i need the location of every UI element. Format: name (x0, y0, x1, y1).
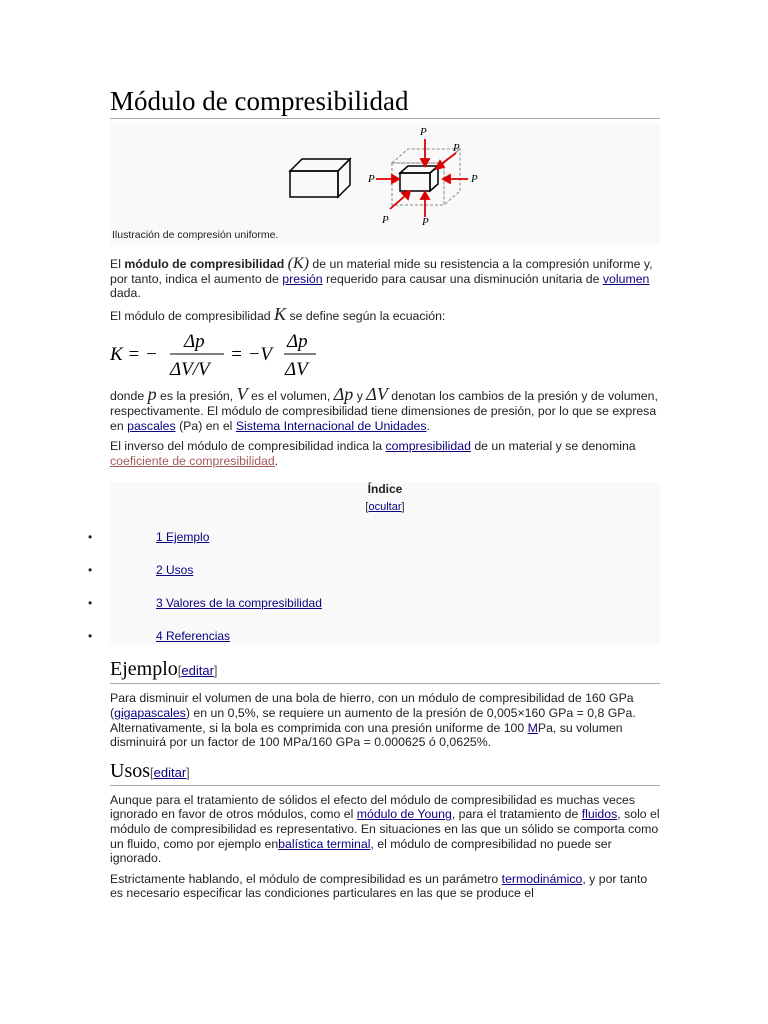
compression-illustration (288, 125, 480, 225)
intro-paragraph-1: El módulo de compresibilidad (K) de un material mide su resistencia a la compresión uniforme y, por tanto, indica el aumento de presión requerido para causar una disminución unitaria de volumen dada. (110, 255, 653, 301)
ejemplo-paragraph: Para disminuir el volumen de una bola de hierro, con un módulo de compresibilidad de 160 GPa (gigapascales) en un 0,5%, se requiere un aumento de la presión de 0,005×160 GPa = 0,8 GPa. Alternativamente, si la bola es comprimida con una presión uniforme de 100 MPa, su volumen disminuirá por un factor de 100 MPa/160 GPa = 0.000625 ó 0,0625%. (110, 691, 636, 750)
toc-bullet: • (88, 563, 93, 578)
toc-item-referencias (88, 629, 231, 644)
link-si[interactable]: Sistema Internacional de Unidades (235, 418, 427, 433)
toc-link-usos[interactable]: 2 Usos (156, 563, 194, 578)
link-gigapascales[interactable]: gigapascales (114, 705, 186, 720)
formula-lhs: K = − (110, 344, 158, 366)
link-modulo-young[interactable]: módulo de Young (356, 807, 452, 822)
link-pascales[interactable]: pascales (127, 418, 176, 433)
formula-num1: Δp (184, 331, 205, 353)
edit-link-ejemplo[interactable]: editar (181, 663, 214, 679)
formula-num2: Δp (287, 331, 308, 353)
toc-link-ejemplo[interactable]: 1 Ejemplo (156, 530, 210, 545)
formula-mid: = −V (230, 344, 272, 366)
toc-link-referencias[interactable]: 4 Referencias (156, 629, 231, 644)
toc-item-usos (88, 563, 194, 578)
toc-item-ejemplo (88, 530, 210, 545)
link-presion[interactable]: presión (282, 271, 323, 286)
image-caption: Ilustración de compresión uniforme. (112, 229, 279, 241)
formula-den2: ΔV (285, 359, 308, 381)
toc-bullet: • (88, 530, 93, 545)
usos-paragraph-1: Aunque para el tratamiento de sólidos el efecto del módulo de compresibilidad es muchas veces ignorado en favor de otros módulos, como el módulo de Young, para el tratamiento de fluidos, solo el módulo de compresibilidad es representativo. En situaciones en las que un sólido se comporta como un fluido, como por ejemplo enbalística terminal, el módulo de compresibilidad no puede ser ignorado. (110, 792, 660, 866)
bulk-modulus-formula (110, 325, 660, 381)
link-compresibilidad[interactable]: compresibilidad (385, 439, 471, 454)
article-content (88, 86, 660, 901)
formula-graphic (110, 325, 350, 381)
math-p: p (147, 384, 157, 405)
intro-paragraph-2: El módulo de compresibilidad K se define según la ecuación: (110, 303, 446, 324)
intro-paragraph-3: donde p es la presión, V es el volumen, Δp y ΔV denotan los cambios de la presión y de volumen, respectivamente. El módulo de compresibilidad tiene dimensiones de presión, por lo que se expresa en pascales (Pa) en el Sistema Internacional de Unidades. (110, 384, 658, 433)
usos-paragraph-2: Estrictamente hablando, el módulo de compresibilidad es un parámetro termodinámico, y por tanto es necesario especificar las condiciones particulares en las que se produce el (110, 871, 648, 901)
intro-paragraph-4: El inverso del módulo de compresibilidad indica la compresibilidad de un material y se denomina coeficiente de compresibilidad. (110, 439, 636, 468)
edit-link-usos[interactable]: editar (153, 764, 187, 780)
term-bold: módulo de compresibilidad (124, 257, 285, 271)
toc-bullet: • (88, 629, 93, 644)
toc-toggle: [ocultar] (365, 501, 405, 514)
pressure-label-back: P (453, 142, 460, 154)
link-termodinamico[interactable]: termodinámico (501, 871, 583, 886)
edit-section-usos: [editar] (150, 764, 190, 780)
link-volumen[interactable]: volumen (602, 271, 650, 286)
math-delta-p: Δp (333, 384, 354, 405)
toc-hide-link[interactable]: ocultar (368, 501, 402, 514)
formula-den1: ΔV/V (170, 359, 210, 381)
pressure-label-bottom-left: P (382, 214, 389, 225)
link-coeficiente-compresibilidad[interactable]: coeficiente de compresibilidad (110, 453, 275, 468)
toc-item-valores (88, 596, 322, 611)
pressure-label-top: P (420, 126, 427, 138)
math-k-2: K (274, 303, 287, 324)
edit-section-ejemplo: [editar] (177, 663, 218, 679)
section-heading-ejemplo: Ejemplo[editar] (110, 658, 660, 684)
pressure-label-left: P (368, 173, 375, 185)
toc-bullet: • (88, 596, 93, 611)
math-k: (K) (287, 255, 309, 272)
link-mega[interactable]: M (527, 720, 538, 735)
table-of-contents (88, 482, 660, 644)
toc-title: Índice (367, 482, 403, 497)
link-fluidos[interactable]: fluidos (581, 807, 618, 822)
section-heading-usos: Usos[editar] (110, 760, 660, 786)
toc-link-valores[interactable]: 3 Valores de la compresibilidad (156, 596, 322, 611)
link-balistica-terminal[interactable]: balística terminal (278, 836, 371, 851)
pressure-label-bottom: P (422, 216, 429, 225)
math-delta-v: ΔV (366, 384, 388, 405)
page-title: Módulo de compresibilidad (110, 86, 660, 119)
math-v: V (236, 384, 248, 405)
illustration-thumbnail (110, 123, 660, 245)
pressure-label-right: P (471, 173, 478, 185)
